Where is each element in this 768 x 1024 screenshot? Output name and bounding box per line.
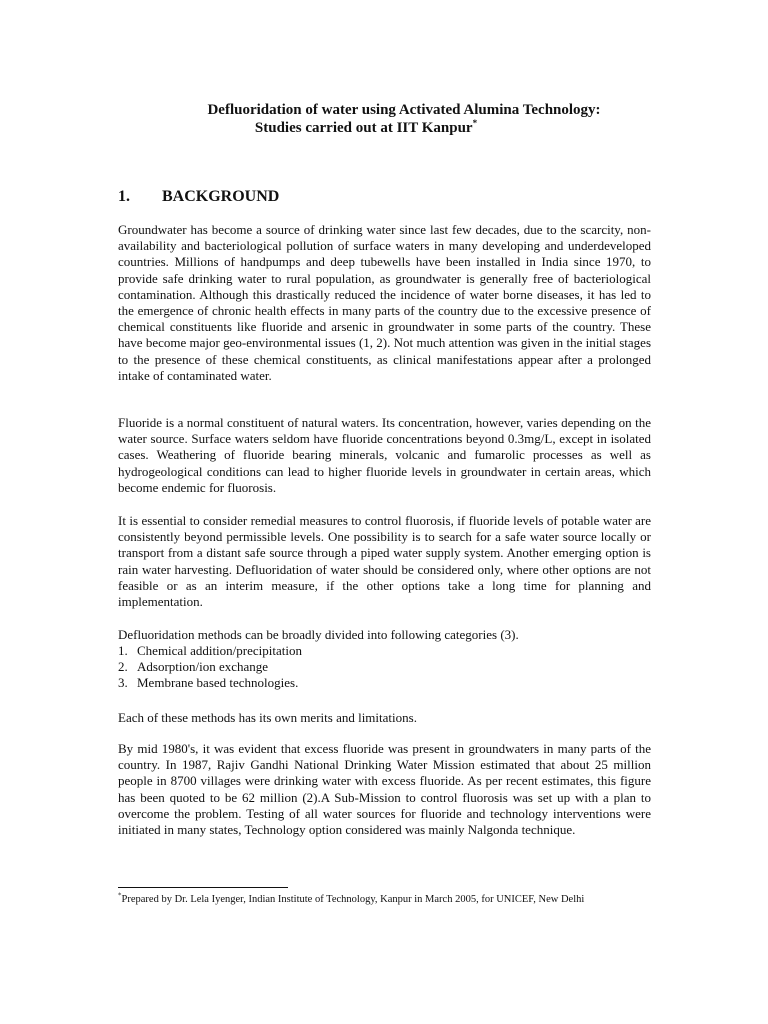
paragraph-merits: Each of these methods has its own merits and limitations. — [118, 710, 417, 725]
document-title-line-2 — [0, 119, 750, 138]
paragraph-groundwater: Groundwater has become a source of drinking water since last few decades, due to the scarcity, non-availability and bacteriological pollution of surface waters in many developing and underdeveloped countries. Millions of handpumps and deep tubewells have been installed in India since 1970, to provide safe drinking water to rural population, as groundwater is generally free of bacteriological contamination. Although this drastically reduced the incidence of water borne diseases, it has led to the emergence of chronic health effects in many parts of the country due to the excessive presence of chemical constituents like fluoride and arsenic in groundwater in some parts of the country. These have become major geo-environmental issues (1, 2). Not much attention was given in the initial stages to the presence of these chemical constituents, as clinical manifestations appear after a prolonged intake of contaminated water. — [118, 222, 651, 383]
footnote-divider — [118, 887, 288, 888]
paragraph-mid-1980s: By mid 1980's, it was evident that excess fluoride was present in groundwaters in many parts of the country. In 1987, Rajiv Gandhi National Drinking Water Mission estimated that about 25 million people in 8700 villages were drinking water with excess fluoride. As per recent estimates, this figure has been quoted to be 62 million (2).A Sub-Mission to control fluorosis was set up with a plan to overcome the problem. Testing of all water sources for fluoride and technology interventions were initiated in many states, Technology option considered was mainly Nalgonda technique. — [118, 741, 651, 838]
paragraph-fluoride: Fluoride is a normal constituent of natural waters. Its concentration, however, varies depending on the water source. Surface waters seldom have fluoride concentrations beyond 0.3mg/L, except in isolated cases. Weathering of fluoride bearing minerals, volcanic and fumarolic processes as well as hydrogeological conditions can lead to higher fluoride levels in groundwater in certain areas, which become endemic for fluorosis. — [118, 415, 651, 495]
list-item-number: 1. — [118, 643, 128, 658]
paragraph-remedial-measures: It is essential to consider remedial measures to control fluorosis, if fluoride levels of potable water are consistently beyond permissible levels. One possibility is to search for a safe water source locally or transport from a distant safe source through a piped water supply system. Another emerging option is rain water harvesting. Defluoridation of water should be considered only, where other options are not feasible or as an interim measure, if the other options take a long time for planning and implementation. — [118, 513, 651, 610]
list-item-text: Membrane based technologies. — [137, 675, 299, 691]
list-item-number: 3. — [118, 675, 128, 691]
section-title: BACKGROUND — [162, 188, 280, 205]
footnote — [118, 893, 678, 907]
section-number: 1. — [118, 188, 130, 205]
section-heading — [118, 187, 279, 207]
list-item — [118, 643, 302, 659]
list-item — [118, 675, 302, 691]
list-item-text: Adsorption/ion exchange — [137, 659, 269, 675]
footnote-text: Prepared by Dr. Lela Iyenger, Indian Institute of Technology, Kanpur in March 2005, for UNICEF, New Delhi — [121, 894, 585, 905]
list-item — [118, 659, 302, 675]
footnote-marker: * — [118, 891, 122, 900]
list-item-number: 2. — [118, 659, 128, 675]
paragraph-defluoridation-methods: Defluoridation methods can be broadly divided into following categories (3). — [118, 627, 519, 642]
document-title-line-2-text: Studies carried out at IIT Kanpur — [254, 120, 473, 136]
title-footnote-marker: * — [472, 118, 478, 128]
methods-list — [118, 643, 302, 692]
document-title-line-1: Defluoridation of water using Activated Alumina Technology: — [207, 102, 601, 118]
list-item-text: Chemical addition/precipitation — [137, 643, 302, 658]
